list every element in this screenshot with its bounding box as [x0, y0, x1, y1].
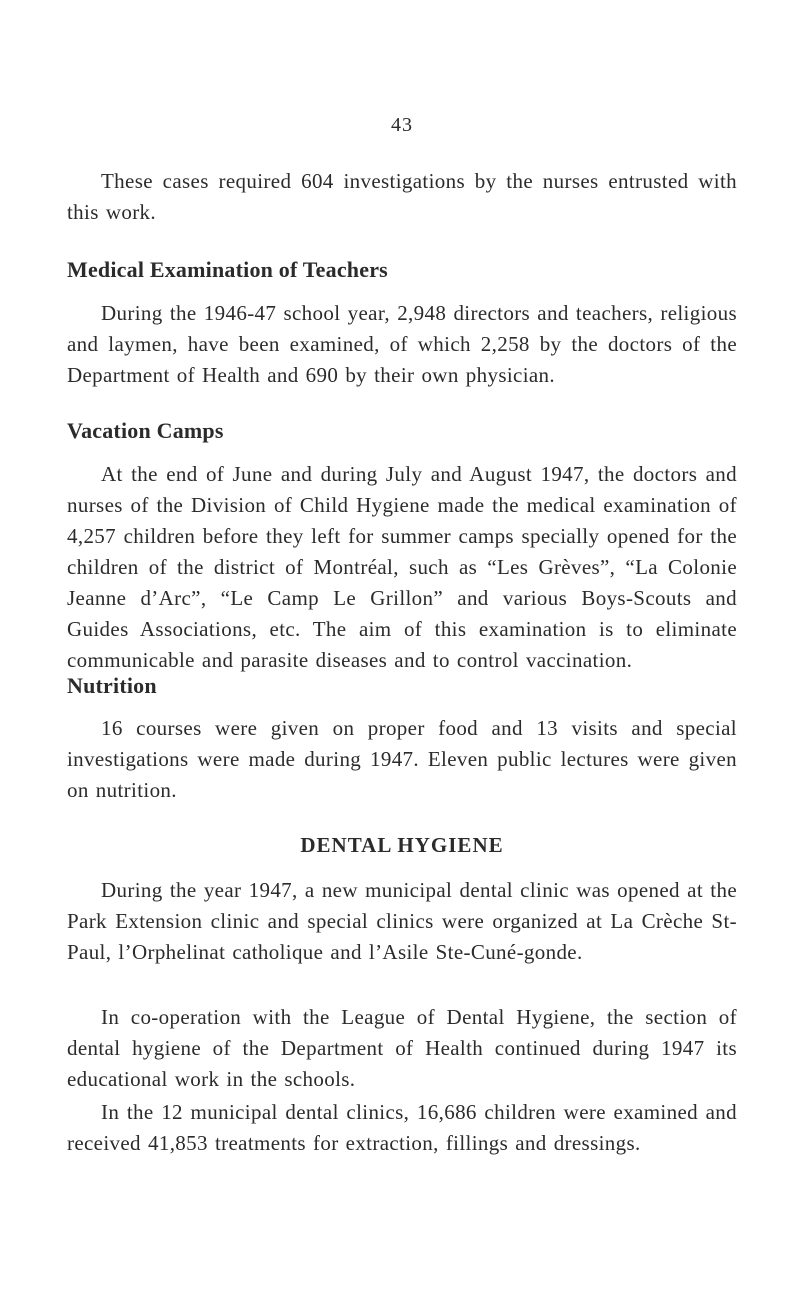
- dental-paragraph-2: In co-operation with the League of Dental Hygiene, the section of dental hygiene of the Department of Health continued during 1947 its educational work in the schools.: [67, 1005, 737, 1091]
- dental-paragraph-3: In the 12 municipal dental clinics, 16,686 children were examined and received 41,853 treatments for extraction, fillings and dressings.: [67, 1100, 737, 1155]
- dental-paragraph-1: During the year 1947, a new municipal dental clinic was opened at the Park Extension clinic and special clinics were organized at La Crèche St-Paul, l’Orphelinat catholique and l’Asile Ste-Cuné-gonde.: [67, 878, 737, 964]
- page-number: 43: [391, 114, 413, 136]
- nutrition-heading: Nutrition: [67, 673, 157, 698]
- intro-paragraph: These cases required 604 investigations by the nurses entrusted with this work.: [67, 169, 737, 224]
- nutrition-paragraph: 16 courses were given on proper food and 13 visits and special investigations were made during 1947. Eleven public lectures were given on nutrition.: [67, 716, 737, 802]
- camps-heading: Vacation Camps: [67, 418, 224, 443]
- teachers-heading: Medical Examination of Teachers: [67, 257, 388, 282]
- dental-heading: DENTAL HYGIENE: [300, 833, 504, 857]
- teachers-paragraph: During the 1946-47 school year, 2,948 directors and teachers, religious and laymen, have been examined, of which 2,258 by the doctors of the Department of Health and 690 by their own physician.: [67, 301, 737, 387]
- camps-paragraph: At the end of June and during July and August 1947, the doctors and nurses of the Division of Child Hygiene made the medical examination of 4,257 children before they left for summer camps specially opened for the children of the district of Montréal, such as “Les Grèves”, “La Colonie Jeanne d’Arc”, “Le Camp Le Grillon” and various Boys-Scouts and Guides Associations, etc. The aim of this examination is to eliminate communicable and parasite diseases and to control vaccination.: [67, 462, 737, 672]
